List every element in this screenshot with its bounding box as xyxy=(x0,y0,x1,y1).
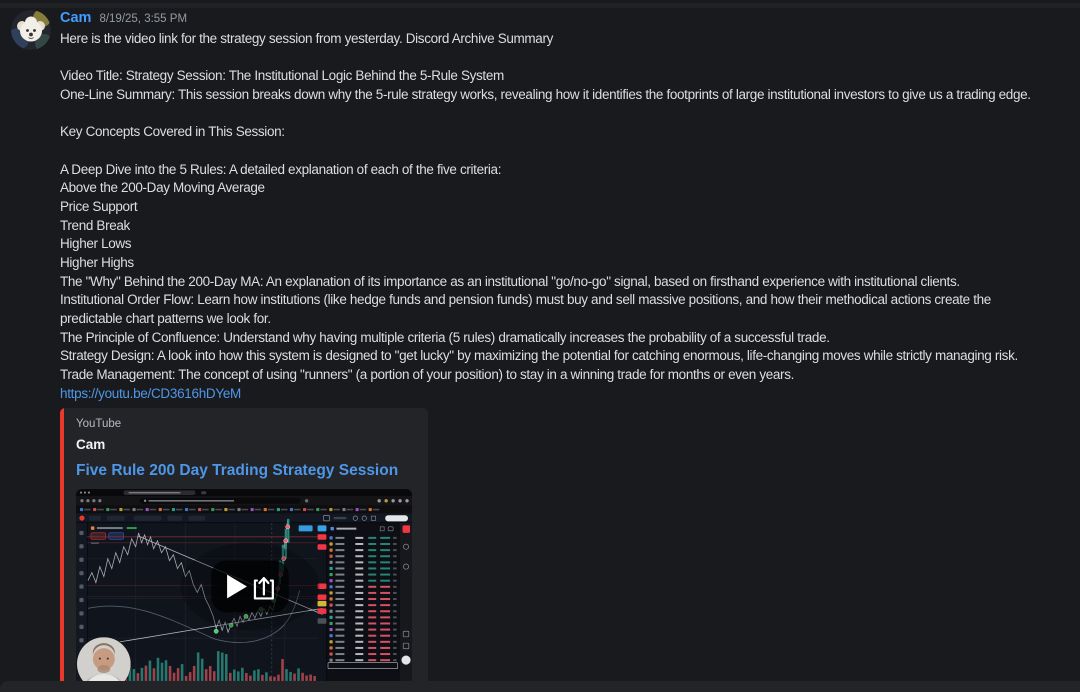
trading-chart-thumbnail xyxy=(76,489,412,684)
message-line: A Deep Dive into the 5 Rules: A detailed explanation of each of the five criteria: xyxy=(60,161,502,177)
video-play-overlay[interactable] xyxy=(211,561,289,613)
user-avatar[interactable] xyxy=(11,10,51,50)
message-timestamp: 8/19/25, 3:55 PM xyxy=(99,13,188,25)
message-line: Key Concepts Covered in This Session: xyxy=(60,124,285,140)
embed-author: Cam xyxy=(76,437,106,453)
message-line: The Principle of Confluence: Understand why having multiple criteria (5 rules) dramatically increases the probability of a successful trade. xyxy=(60,329,830,345)
youtube-link[interactable]: https://youtu.be/CD3616hDYeM xyxy=(60,386,241,402)
message-line: Higher Highs xyxy=(60,254,134,270)
notification-badge xyxy=(403,526,410,533)
embed-content xyxy=(64,408,426,692)
youtube-embed-card xyxy=(60,408,428,692)
embed-provider: YouTube xyxy=(76,418,122,431)
message-line: Price Support xyxy=(60,198,138,214)
message-line xyxy=(60,142,1080,161)
message-line: Video Title: Strategy Session: The Institutional Logic Behind the 5-Rule System xyxy=(60,68,504,84)
publish-button xyxy=(385,516,408,522)
help-button-circle xyxy=(401,656,410,665)
message-line: The "Why" Behind the 200-Day MA: An explanation of its importance as an institutional "go/no-go" signal, based on firsthand experience with institutional clients. xyxy=(60,273,960,289)
video-thumbnail[interactable] xyxy=(76,489,412,684)
message-line xyxy=(60,49,1080,68)
embed-title-link[interactable]: Five Rule 200 Day Trading Strategy Session xyxy=(76,462,399,480)
message-line: One-Line Summary: This session breaks down why the 5-rule strategy works, revealing how it identifies the footprints of large institutional investors to give us a trading edge. xyxy=(60,86,1031,102)
message-line: predictable chart patterns we look for. xyxy=(60,310,271,326)
browser-chrome xyxy=(76,490,412,524)
message-line: Above the 200-Day Moving Average xyxy=(60,180,265,196)
message-header xyxy=(60,10,1080,29)
message-line: Higher Lows xyxy=(60,236,132,252)
message-body xyxy=(60,30,1080,384)
top-divider xyxy=(0,3,1080,8)
bottom-bar xyxy=(0,681,1080,692)
message-line: Trade Management: The concept of using "runners" (a portion of your position) to stay in a winning trade for months or even years. xyxy=(60,366,795,382)
tradingview-logo-icon xyxy=(79,516,84,521)
dog-avatar-image xyxy=(11,10,51,50)
message-line xyxy=(60,105,1080,124)
message-line: Strategy Design: A look into how this system is designed to "get lucky" by maximizing the potential for catching enormous, life-changing moves while strictly managing risk. xyxy=(60,348,1018,364)
message-line: Here is the video link for the strategy session from yesterday. Discord Archive Summary xyxy=(60,31,553,46)
message-line: Trend Break xyxy=(60,217,130,233)
message-author[interactable]: Cam xyxy=(60,10,92,26)
watchlist-panel xyxy=(327,524,412,685)
message-line: Institutional Order Flow: Learn how institutions (like hedge funds and pension funds) must buy and sell massive positions, and how their methodical actions create the xyxy=(60,292,991,308)
chat-message xyxy=(0,10,1080,692)
